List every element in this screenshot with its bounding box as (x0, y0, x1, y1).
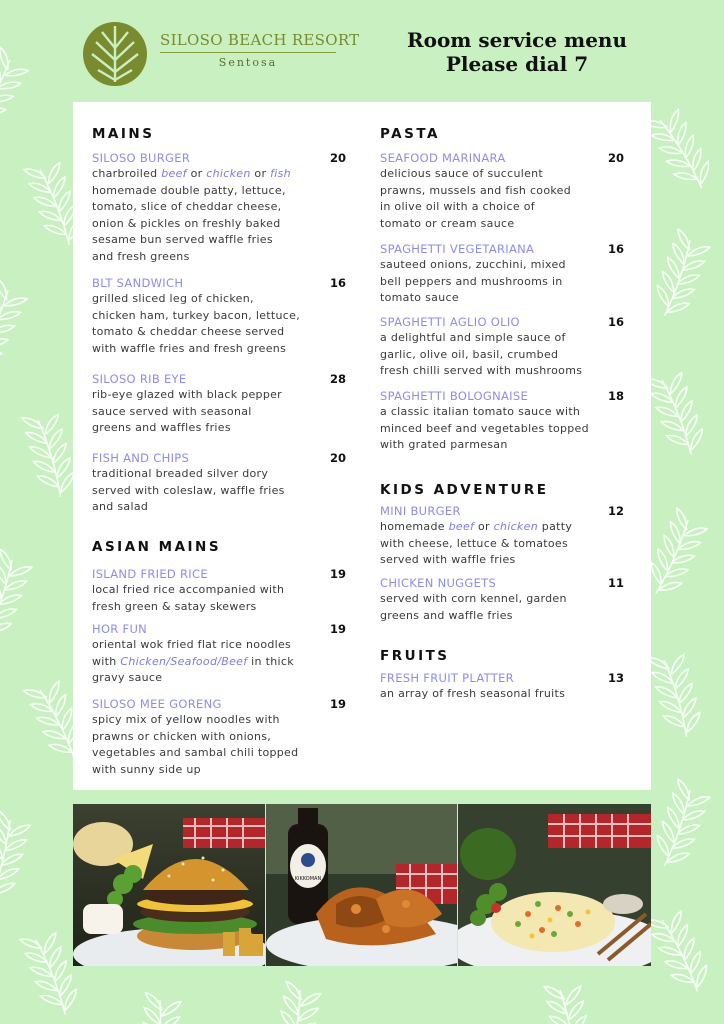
menu-item-description-line (92, 183, 291, 200)
description-text: tomato or cream sauce (380, 216, 515, 230)
menu-item-description-line (380, 686, 565, 703)
menu-item-name: ISLAND FRIED RICE (92, 567, 208, 581)
description-text: with cheese, lettuce & tomatoes (380, 536, 569, 550)
description-text: with sunny side up (92, 762, 201, 776)
menu-item-description-line (92, 483, 285, 500)
description-text: chicken ham, turkey bacon, lettuce, (92, 308, 301, 322)
menu-item-description-line (92, 216, 291, 233)
menu-item-name: FISH AND CHIPS (92, 451, 190, 465)
menu-item-price: 16 (608, 242, 625, 256)
menu-item-description-line (92, 712, 298, 729)
menu-item-price: 11 (608, 576, 625, 590)
description-text: oriental wok fried flat rice noodles (92, 638, 292, 651)
menu-item-name: SILOSO RIB EYE (92, 372, 187, 386)
menu-item-description-line (380, 166, 571, 183)
brand-name: SILOSO BEACH RESORT (160, 31, 360, 49)
description-text: in thick (247, 654, 294, 668)
menu-item-description-line (92, 291, 300, 308)
description-text: rib-eye glazed with black pepper (92, 388, 283, 401)
description-text: delicious sauce of succulent (380, 167, 544, 180)
description-text: in olive oil with a choice of (380, 200, 535, 213)
brand-location: Sentosa (218, 56, 278, 69)
menu-item-description-line (92, 654, 294, 671)
menu-item-description-line (92, 637, 294, 654)
description-text: minced beef and vegetables topped (380, 421, 589, 435)
description-text: fresh green & satay skewers (92, 599, 257, 613)
menu-item-price: 16 (608, 315, 625, 329)
section-title-mains: MAINS (92, 126, 155, 142)
description-text: grilled sliced leg of chicken, (92, 292, 254, 305)
menu-item (92, 150, 291, 265)
highlighted-option: chicken (206, 167, 251, 180)
menu-panel (73, 102, 651, 790)
description-text: onion & pickles on freshly baked (92, 216, 281, 230)
description-text: with waffle fries and fresh greens (92, 341, 287, 355)
menu-item-description-line (380, 274, 566, 291)
description-text: served with corn kennel, garden (380, 592, 567, 605)
menu-item (380, 503, 572, 569)
menu-item-price: 20 (330, 151, 347, 165)
description-text: and fresh greens (92, 249, 190, 263)
menu-item-name: SPAGHETTI VEGETARIANA (380, 242, 535, 256)
menu-item-description-line (380, 536, 572, 553)
menu-item-description-line (380, 591, 567, 608)
description-text: local fried rice accompanied with (92, 583, 285, 596)
menu-item-description-line (92, 466, 285, 483)
menu-item-description-line (92, 308, 300, 325)
description-text: or (474, 520, 494, 533)
menu-item (380, 388, 589, 454)
menu-item (380, 314, 582, 380)
menu-item-description-line (380, 347, 582, 364)
menu-item (380, 150, 571, 232)
menu-item-price: 20 (608, 151, 625, 165)
highlighted-option: beef (161, 167, 187, 180)
brand-divider (160, 52, 336, 53)
menu-title-line2: Please dial 7 (445, 52, 589, 76)
description-text: served with waffle fries (380, 553, 516, 566)
description-text: traditional breaded silver dory (92, 467, 269, 480)
menu-item-description-line (380, 216, 571, 233)
menu-item-description-line (380, 330, 582, 347)
menu-item-name: HOR FUN (92, 622, 148, 636)
menu-item-description-line (380, 552, 572, 569)
menu-item-name: MINI BURGER (380, 504, 461, 518)
description-text: patty (537, 520, 573, 533)
menu-item-description-line (380, 290, 566, 307)
menu-item-description-line (92, 762, 298, 779)
menu-item-price: 19 (330, 622, 347, 636)
description-text: prawns, mussels and fish cooked (380, 183, 571, 197)
description-text: gravy sauce (92, 671, 163, 684)
menu-item-price: 12 (608, 504, 625, 518)
menu-item-description-line (92, 387, 282, 404)
menu-item-description-line (92, 341, 300, 358)
menu-item (380, 241, 566, 307)
highlighted-option: beef (448, 520, 475, 533)
menu-item-description-line (92, 599, 284, 616)
menu-item-description-line (380, 199, 571, 216)
menu-item-description-line (92, 324, 300, 341)
highlighted-option: Chicken/Seafood/Beef (120, 654, 248, 668)
description-text: tomato, slice of cheddar cheese, (92, 200, 282, 213)
description-text: fresh chilli served with mushrooms (380, 364, 583, 377)
menu-item-description-line (92, 670, 294, 687)
menu-item-price: 19 (330, 697, 347, 711)
description-text: sauteed onions, zucchini, mixed (380, 258, 566, 271)
description-text: bell peppers and mushrooms in (380, 274, 563, 288)
bottle-label: KIKKOMAN (294, 876, 322, 882)
description-text: and salad (92, 500, 149, 513)
menu-item-price: 20 (330, 451, 347, 465)
menu-item-description-line (380, 404, 589, 421)
description-text: greens and waffle fries (380, 608, 513, 622)
section-title-pasta: PASTA (380, 126, 440, 142)
description-text: or (250, 167, 271, 180)
description-text: tomato & cheddar cheese served (92, 325, 285, 338)
menu-title-line1: Room service menu (407, 28, 627, 52)
menu-item-price: 16 (330, 276, 347, 290)
burger-photo (73, 804, 265, 966)
menu-item-name: CHICKEN NUGGETS (380, 576, 497, 590)
menu-item-price: 19 (330, 567, 347, 581)
menu-item-price: 28 (330, 372, 347, 386)
description-text: garlic, olive oil, basil, crumbed (380, 347, 559, 361)
menu-item-description-line (380, 519, 572, 536)
menu-item-name: SPAGHETTI BOLOGNAISE (380, 389, 529, 403)
description-text: served with coleslaw, waffle fries (92, 483, 285, 497)
menu-item (92, 450, 285, 516)
menu-item (92, 371, 282, 437)
menu-item-description-line (92, 199, 291, 216)
menu-item-description-line (92, 745, 298, 762)
description-text: homemade (380, 520, 449, 533)
menu-item-description-line (380, 257, 566, 274)
menu-item (380, 575, 567, 624)
food-photo-strip (73, 804, 651, 966)
menu-item-description-line (380, 183, 571, 200)
description-text: tomato sauce (380, 291, 459, 304)
menu-item-description-line (92, 249, 291, 266)
menu-item-description-line (92, 232, 291, 249)
description-text: a delightful and simple sauce of (380, 331, 566, 344)
menu-item-description-line (92, 420, 282, 437)
highlighted-option: chicken (493, 520, 538, 533)
description-text: vegetables and sambal chili topped (92, 746, 299, 759)
menu-item-description-line (92, 499, 285, 516)
menu-item-description-line (380, 421, 589, 438)
menu-item-name: BLT SANDWICH (92, 276, 184, 290)
resort-logo (80, 20, 150, 88)
description-text: sauce served with seasonal (92, 404, 252, 418)
description-text: with grated parmesan (380, 438, 508, 451)
fried-rice-photo (458, 804, 651, 966)
chicken-wings-photo (266, 804, 457, 966)
menu-item (92, 275, 300, 357)
section-title-kids: KIDS ADVENTURE (380, 482, 549, 498)
menu-item-description-line (92, 729, 298, 746)
menu-item-description-line (380, 608, 567, 625)
menu-title (392, 28, 642, 76)
menu-item (92, 566, 284, 615)
menu-item-description-line (380, 363, 582, 380)
menu-item (92, 621, 294, 687)
description-text: or (186, 167, 207, 180)
description-text: sesame bun served waffle fries (92, 233, 273, 246)
menu-item-price: 13 (608, 671, 625, 685)
menu-item-price: 18 (608, 389, 625, 403)
menu-item-name: SILOSO MEE GORENG (92, 697, 222, 711)
menu-item (380, 670, 565, 703)
menu-item-description-line (380, 437, 589, 454)
menu-item-name: SILOSO BURGER (92, 151, 191, 165)
description-text: charbroiled (92, 167, 162, 180)
description-text: homemade double patty, lettuce, (92, 183, 286, 197)
menu-item-description-line (92, 166, 291, 183)
menu-item-name: FRESH FRUIT PLATTER (380, 671, 514, 685)
section-title-fruits: FRUITS (380, 648, 450, 664)
highlighted-option: fish (270, 167, 291, 180)
description-text: greens and waffles fries (92, 421, 231, 434)
section-title-asian-mains: ASIAN MAINS (92, 539, 222, 555)
menu-item-name: SEAFOOD MARINARA (380, 151, 506, 165)
menu-item-name: SPAGHETTI AGLIO OLIO (380, 315, 520, 329)
description-text: prawns or chicken with onions, (92, 729, 272, 743)
description-text: an array of fresh seasonal fruits (380, 687, 566, 700)
menu-item-description-line (92, 404, 282, 421)
description-text: spicy mix of yellow noodles with (92, 713, 280, 726)
menu-item (92, 696, 298, 778)
description-text: with (92, 654, 121, 668)
description-text: a classic italian tomato sauce with (380, 405, 581, 418)
menu-item-description-line (92, 582, 284, 599)
